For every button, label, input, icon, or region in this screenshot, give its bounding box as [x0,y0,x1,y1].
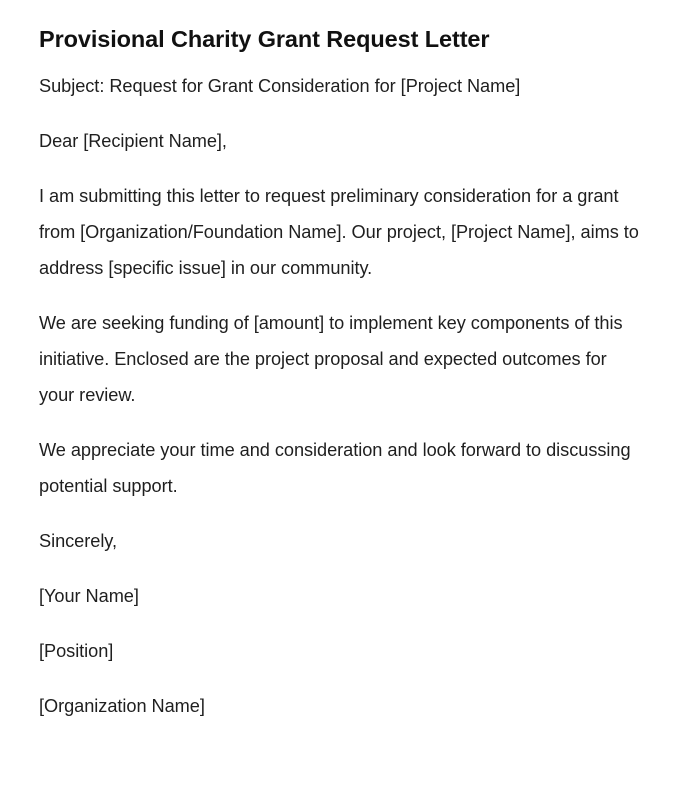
body-paragraph-2: We are seeking funding of [amount] to implement key components of this initiative. Enclosed are the project proposal and expected outcomes for your review. [39,313,623,405]
salutation-line: Dear [Recipient Name], [39,131,227,151]
body-paragraph-1: I am submitting this letter to request preliminary consideration for a grant from [Organization/Foundation Name]. Our project, [Project Name], aims to address [specific issue] in our community. [39,186,639,278]
body-paragraph-3: We appreciate your time and consideration and look forward to discussing potential support. [39,440,631,496]
closing-line: Sincerely, [39,531,118,551]
page-title: Provisional Charity Grant Request Letter [39,26,490,52]
signature-line-organization: [Organization Name] [39,696,205,716]
signature-line-position: [Position] [39,641,114,661]
signature-line-name: [Your Name] [39,586,139,606]
subject-line: Subject: Request for Grant Consideration for [Project Name] [39,76,521,96]
letter-content [39,0,641,724]
